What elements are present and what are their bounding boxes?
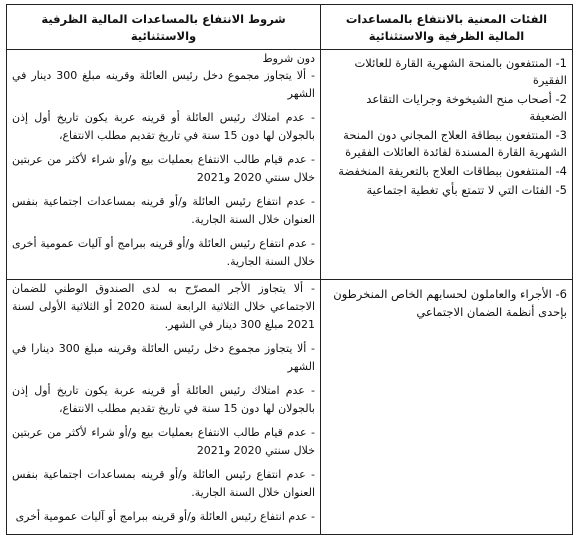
header-conditions: شروط الانتفاع بالمساعدات المالية الظرفية والاستثنائية	[7, 5, 321, 50]
list-item: - ألا يتجاوز الأجر المصرّح به لدى الصندوق الوطني للضمان الاجتماعي خلال الثلاثية الرابعة لسنة 2020 أو الثلاثية الأولى لسنة 2021 مبلغ 300 دينار في الشهر.	[12, 282, 315, 331]
list-item: 3- المنتفعون ببطاقة العلاج المجاني دون المنحة الشهرية القارة المسندة لفائدة العائلات الفقيرة	[343, 128, 567, 159]
list-item: - ألا يتجاوز مجموع دخل رئيس العائلة وقرينه مبلغ 300 دينارا في الشهر	[12, 342, 315, 373]
categories-cell	[321, 50, 573, 280]
categories-list	[326, 283, 567, 325]
list-item: 2- أصحاب منح الشيخوخة وجرايات التقاعد الضعيفة	[366, 92, 567, 123]
list-item: - عدم انتفاع رئيس العائلة و/أو قرينه ببرامج أو آليات عمومية أخرى	[15, 510, 315, 523]
list-item: - عدم امتلاك رئيس العائلة أو قرينه عربة يكون تاريخ أول إذن بالجولان لها دون 15 سنة في تاريخ تقديم مطلب الانتفاع،	[12, 111, 315, 142]
list-item: - عدم امتلاك رئيس العائلة أو قرينه عربة يكون تاريخ أول إذن بالجولان لها دون 15 سنة في تاريخ تقديم مطلب الانتفاع،	[12, 384, 315, 415]
list-item: - عدم قيام طالب الانتفاع بعمليات بيع و/أو شراء لأكثر من عربتين خلال سنتي 2020 و2021	[12, 426, 315, 457]
list-item: 4- المنتفعون ببطاقات العلاج بالتعريفة المنخفضة	[338, 164, 567, 178]
list-item: - عدم انتفاع رئيس العائلة و/أو قرينه بمساعدات اجتماعية بنفس العنوان خلال السنة الجارية.	[12, 468, 315, 499]
list-item: 6- الأجراء والعاملون لحسابهم الخاص المنخرطون بإحدى أنظمة الضمان الاجتماعي	[333, 287, 567, 319]
list-item: - عدم انتفاع رئيس العائلة و/أو قرينه بمساعدات اجتماعية بنفس العنوان خلال السنة الجارية.	[12, 195, 315, 226]
categories-list	[326, 53, 567, 203]
conditions-table	[6, 4, 573, 535]
list-item: 1- المنتفعون بالمنحة الشهرية القارة للعائلات الفقيرة	[354, 56, 567, 87]
list-item: - ألا يتجاوز مجموع دخل رئيس العائلة وقرينه مبلغ 300 دينار في الشهر	[12, 69, 315, 100]
conditions-list	[12, 280, 315, 534]
conditions-cell	[7, 50, 321, 280]
list-item: - عدم انتفاع رئيس العائلة و/أو قرينه ببرامج أو آليات عمومية أخرى خلال السنة الجارية.	[12, 237, 315, 268]
no-conditions-note: دون شروط	[262, 52, 315, 65]
list-item: - عدم قيام طالب الانتفاع بعمليات بيع و/أو شراء لأكثر من عربتين خلال سنتي 2020 و2021	[12, 153, 315, 184]
header-categories: الفئات المعنية بالانتفاع بالمساعدات المالية الظرفية والاستثنائية	[321, 5, 573, 50]
table-row	[7, 280, 573, 535]
categories-cell	[321, 280, 573, 535]
conditions-cell	[7, 280, 321, 535]
list-item: 5- الفئات التي لا تتمتع بأي تغطية اجتماعية	[366, 183, 567, 197]
table-header-row	[7, 5, 573, 50]
conditions-list	[12, 67, 315, 279]
table-row	[7, 50, 573, 280]
